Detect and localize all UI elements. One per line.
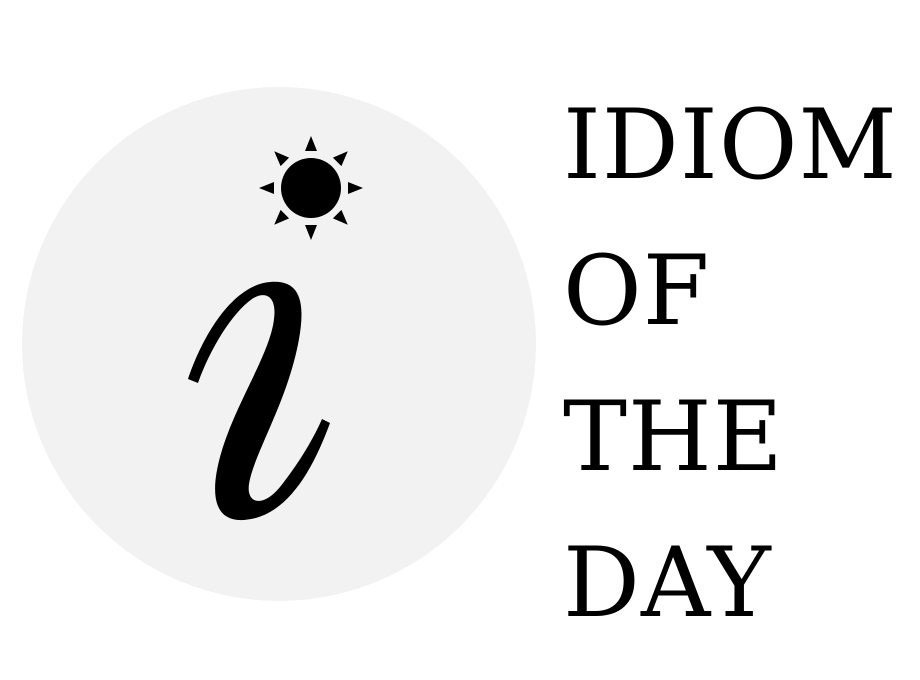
logo-title bbox=[563, 72, 913, 656]
title-line-the: THE bbox=[563, 381, 784, 493]
title-line-day: DAY bbox=[563, 527, 772, 639]
title-line-of: OF bbox=[563, 235, 711, 347]
italic-i-stem-icon bbox=[188, 282, 330, 520]
logo-circle bbox=[22, 87, 536, 601]
sun-icon bbox=[259, 136, 363, 240]
title-line-idiom: IDIOM bbox=[563, 89, 898, 201]
